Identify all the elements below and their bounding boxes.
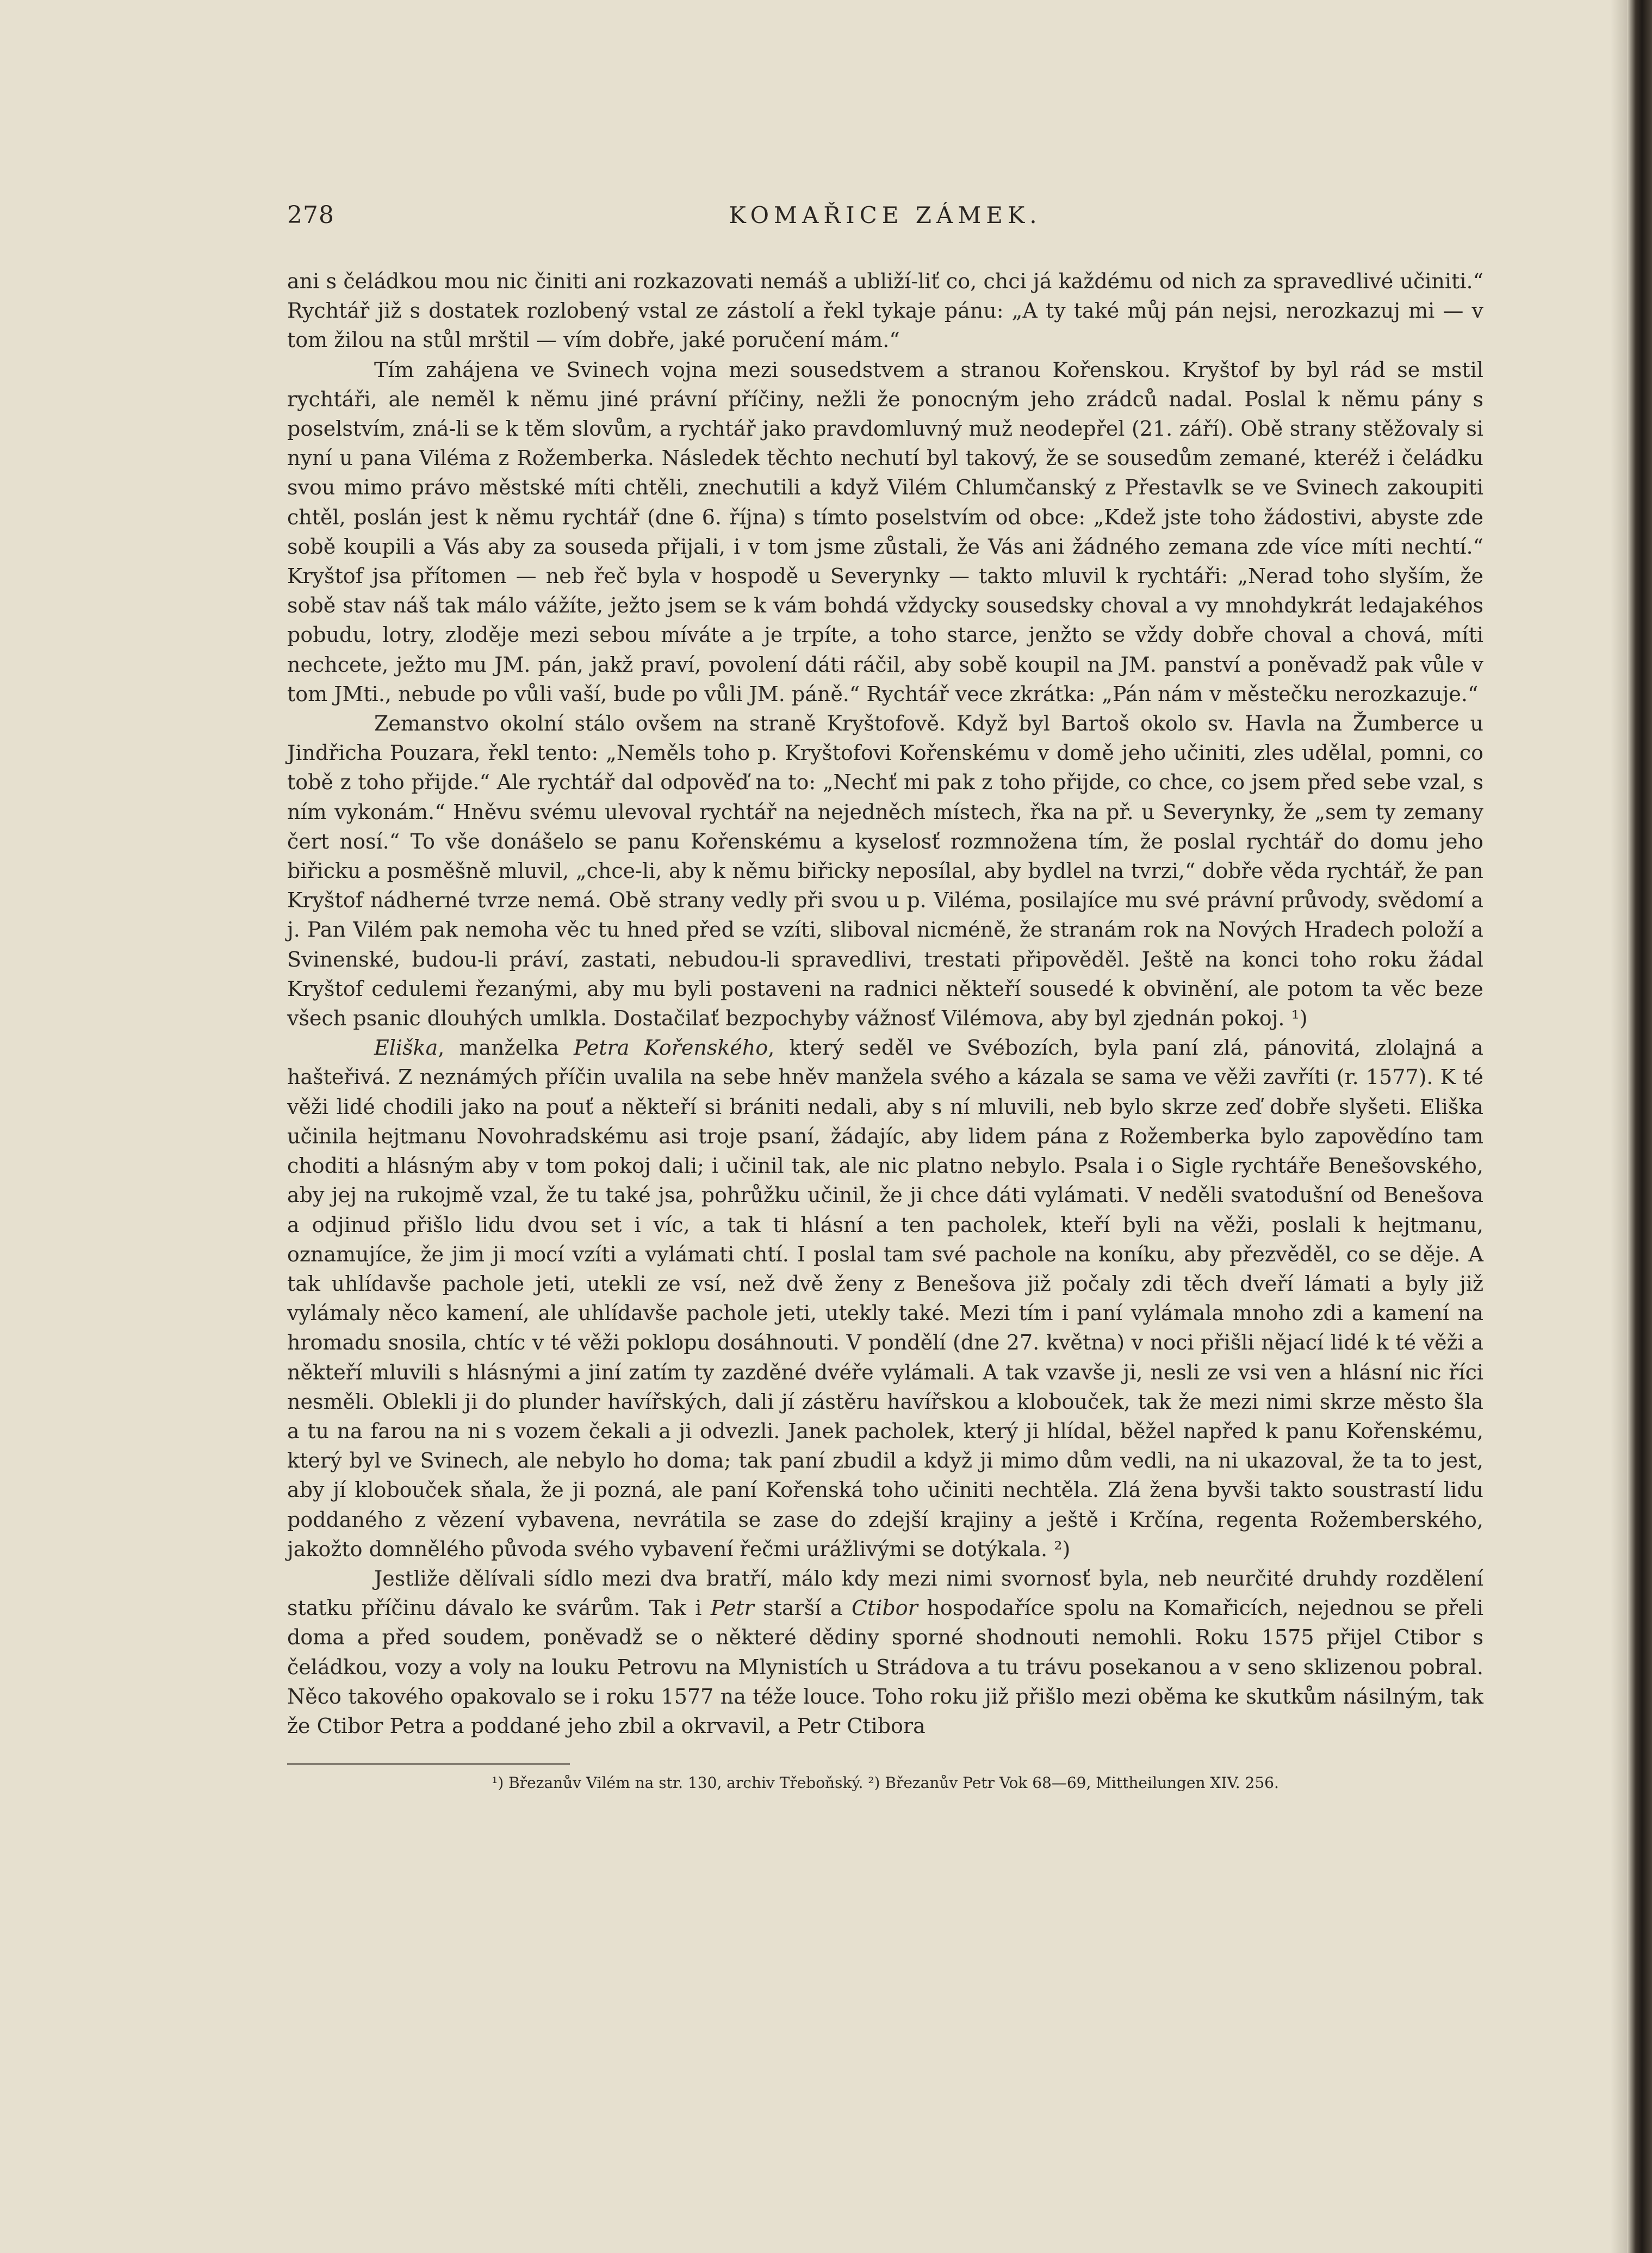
text-run: hospodaříce spolu na Komařicích, nejednou se přeli doma a před soudem, poněvadž se o některé dědiny sporné shodnouti nemohli. Roku 1575 přijel Ctibor s čeládkou, vozy a voly na louku Petrovu na Mlynistích u Strádova a tu trávu posekanou a v seno sklizenou pobral. Něco takového opakovalo se i roku 1577 na téže louce. Toho roku již přišlo mezi oběma ke skutkům násilným, tak že Ctibor Petra a poddané jeho zbil a okrvavil, a Petr Ctibora [287,1596,1483,1738]
text-run: Tím zahájena ve Svinech vojna mezi sousedstvem a stranou Kořenskou. Kryštof by byl rád se mstil rychtáři, ale neměl k němu jiné právní příčiny, nežli že ponocným jeho zrádců nadal. Poslal k němu pány s poselstvím, zná-li se k těm slovům, a rychtář jako pravdomluvný muž neodepřel (21. září). Obě strany stěžovaly si nyní u pana Viléma z Rožemberka. Následek těchto nechutí byl takový, že se sousedům zemané, kteréž i čeládku svou mimo právo městské míti chtěli, znechutili a když Vilém Chlumčanský z Přestavlk se ve Svinech zakoupiti chtěl, poslán jest k němu rychtář (dne 6. října) s tímto poselstvím od obce: „Kdež jste toho žádostivi, abyste zde sobě koupili a Vás aby za souseda přijali, i v tom jsme zůstali, že Vás ani žádného zemana zde více míti nechtí.“ Kryštof jsa přítomen — neb řeč byla v hospodě u Severynky — takto mluvil k rychtáři: „Nerad toho slyším, že sobě stav náš tak málo vážíte, ježto jsem se k vám bohdá vždycky sousedsky choval a vy mnohdykrát ledajakéhos pobudu, lotry, zloděje mezi sebou míváte a je trpíte, a toho starce, jenžto se vždy dobře choval a chová, míti nechcete, ježto mu JM. pán, jakž praví, povolení dáti ráčil, aby sobě koupil na JM. panství a poněvadž pak vůle v tom JMti., nebude po vůli vaší, bude po vůli JM. páně.“ Rychtář vece zkrátka: „Pán nám v městečku nerozkazuje.“ [287,357,1483,706]
text-run: , manželka [438,1036,574,1060]
text-run: starší a [754,1596,852,1620]
italic-name: Ctibor [851,1596,918,1620]
text-run: Jestliže dělívali sídlo mezi dva bratří, málo kdy mezi nimi svornosť byla, neb neurčité druhdy rozdělení statku příčinu dávalo ke svárům. Tak i [287,1566,1483,1620]
italic-name: Eliška [374,1036,438,1060]
text-run: Zemanstvo okolní stálo ovšem na straně Kryštofově. Když byl Bartoš okolo sv. Havla na Žumberce u Jindřicha Pouzara, řekl tento: „Neměls toho p. Kryštofovi Kořenskému v domě jeho učiniti, zles udělal, pomni, co tobě z toho přijde.“ Ale rychtář dal odpověď na to: „Nechť mi pak z toho přijde, co chce, co jsem před sebe vzal, s ním vykonám.“ Hněvu svému ulevoval rychtář na nejedněch místech, řka na př. u Severynky, že „sem ty zemany čert nosí.“ To vše donášelo se panu Kořenskému a kyselosť rozmnožena tím, že poslal rychtář do domu jeho biřicku a posměšně mluvil, „chce-li, aby k němu biřicky neposílal, aby bydlel na tvrzi,“ dobře věda rychtář, že pan Kryštof nádherné tvrze nemá. Obě strany vedly při svou u p. Viléma, posilajíce mu své právní průvody, svědomí a j. Pan Vilém pak nemoha věc tu hned před se vzíti, sliboval nicméně, že stranám rok na Nových Hradech položí a Svinenské, budou-li práví, zastati, nebudou-li spravedlivi, trestati připověděl. Ještě na konci toho roku žádal Kryštof cedulemi řezanými, aby mu byli postaveni na radnici někteří sousedé k obvinění, ale potom ta věc beze všech psanic dlouhých umlkla. Dostačilať bezpochyby vážnosť Vilémova, aby byl zjednán pokoj. ¹) [287,711,1483,1031]
page-header [287,201,1483,239]
book-spine [1627,0,1652,2253]
paragraph [287,1564,1483,1741]
paragraph [287,1033,1483,1564]
running-head: KOMAŘICE ZÁMEK. [729,202,1042,228]
italic-name: Petra Kořenského [573,1036,768,1060]
paragraph [287,267,1483,355]
body-text [287,267,1483,1741]
page-number: 278 [287,201,334,229]
footnote-rule [287,1763,570,1765]
gutter-shadow [1611,0,1627,2253]
italic-name: Petr [710,1596,754,1620]
footnotes: ¹) Březanův Vilém na str. 130, archiv Třeboňský. ²) Březanův Petr Vok 68—69, Mittheilungen XIV. 256. [492,1774,1279,1792]
paragraph [287,355,1483,709]
text-run: , který seděl ve Svébozích, byla paní zlá, pánovitá, zlolajná a hašteřivá. Z neznámých příčin uvalila na sebe hněv manžela svého a kázala se sama ve věži zavříti (r. 1577). K té věži lidé chodili jako na pouť a někteří si brániti nedali, aby s ní mluvili, neb bylo skrze zeď dobře slyšeti. Eliška učinila hejtmanu Novohradskému asi troje psaní, žádajíc, aby lidem pána z Rožemberka bylo zapovědíno tam choditi a hlásným aby v tom pokoj dali; i učinil tak, ale nic platno nebylo. Psala i o Sigle rychtáře Benešovského, aby jej na rukojmě vzal, že tu také jsa, pohrůžku učinil, že ji chce dáti vylámati. V neděli svatodušní od Benešova a odjinud přišlo lidu dvou set i víc, a tak ti hlásní a ten pacholek, kteří byli na věži, poslali k hejtmanu, oznamujíce, že jim ji mocí vzíti a vylámati chtí. I poslal tam své pachole na koníku, aby přezvěděl, co se děje. A tak uhlídavše pachole jeti, utekli ze vsí, než dvě ženy z Benešova již počaly zdi těch dveří lámati a byly již vylámaly něco kamení, ale uhlídavše pachole jeti, utekly také. Mezi tím i paní vylámala mnoho zdi a kamení na hromadu snosila, chtíc v té věži poklopu dosáhnouti. V pondělí (dne 27. května) v noci přišli nějací lidé k té věži a někteří mluvili s hlásnými a jiní zatím ty zazděné dvéře vylámali. A tak vzavše ji, nesli ze vsi ven a hlásní nic říci nesměli. Oblekli ji do plunder havířských, dali jí zástěru havířskou a klobouček, tak že mezi nimi skrze město šla a tu na farou na ni s vozem čekali a ji odvezli. Janek pacholek, který ji hlídal, běžel napřed k panu Kořenskému, který byl ve Svinech, ale nebylo ho doma; tak paní zbudil a když ji mimo dům vedli, na ni ukazoval, že ta to jest, aby jí klobouček sňala, že ji pozná, ale paní Kořenská toho učiniti nechtěla. Zlá žena byvši takto soustrastí lidu poddaného z vězení vybavena, nevrátila se zase do zdejší krajiny a ještě i Krčína, regenta Rožemberského, jakožto domnělého původa svého vybavení řečmi urážlivými se dotýkala. ²) [287,1036,1484,1561]
text-run: ani s čeládkou mou nic činiti ani rozkazovati nemáš a ubliží-liť co, chci já každému od nich za spravedlivé učiniti.“ Rychtář již s dostatek rozlobený vstal ze zástolí a řekl tykaje pánu: „A ty také můj pán nejsi, nerozkazuj mi — v tom žilou na stůl mrštil — vím dobře, jaké poručení mám.“ [287,269,1483,352]
paragraph [287,709,1483,1033]
book-page [287,201,1483,1795]
